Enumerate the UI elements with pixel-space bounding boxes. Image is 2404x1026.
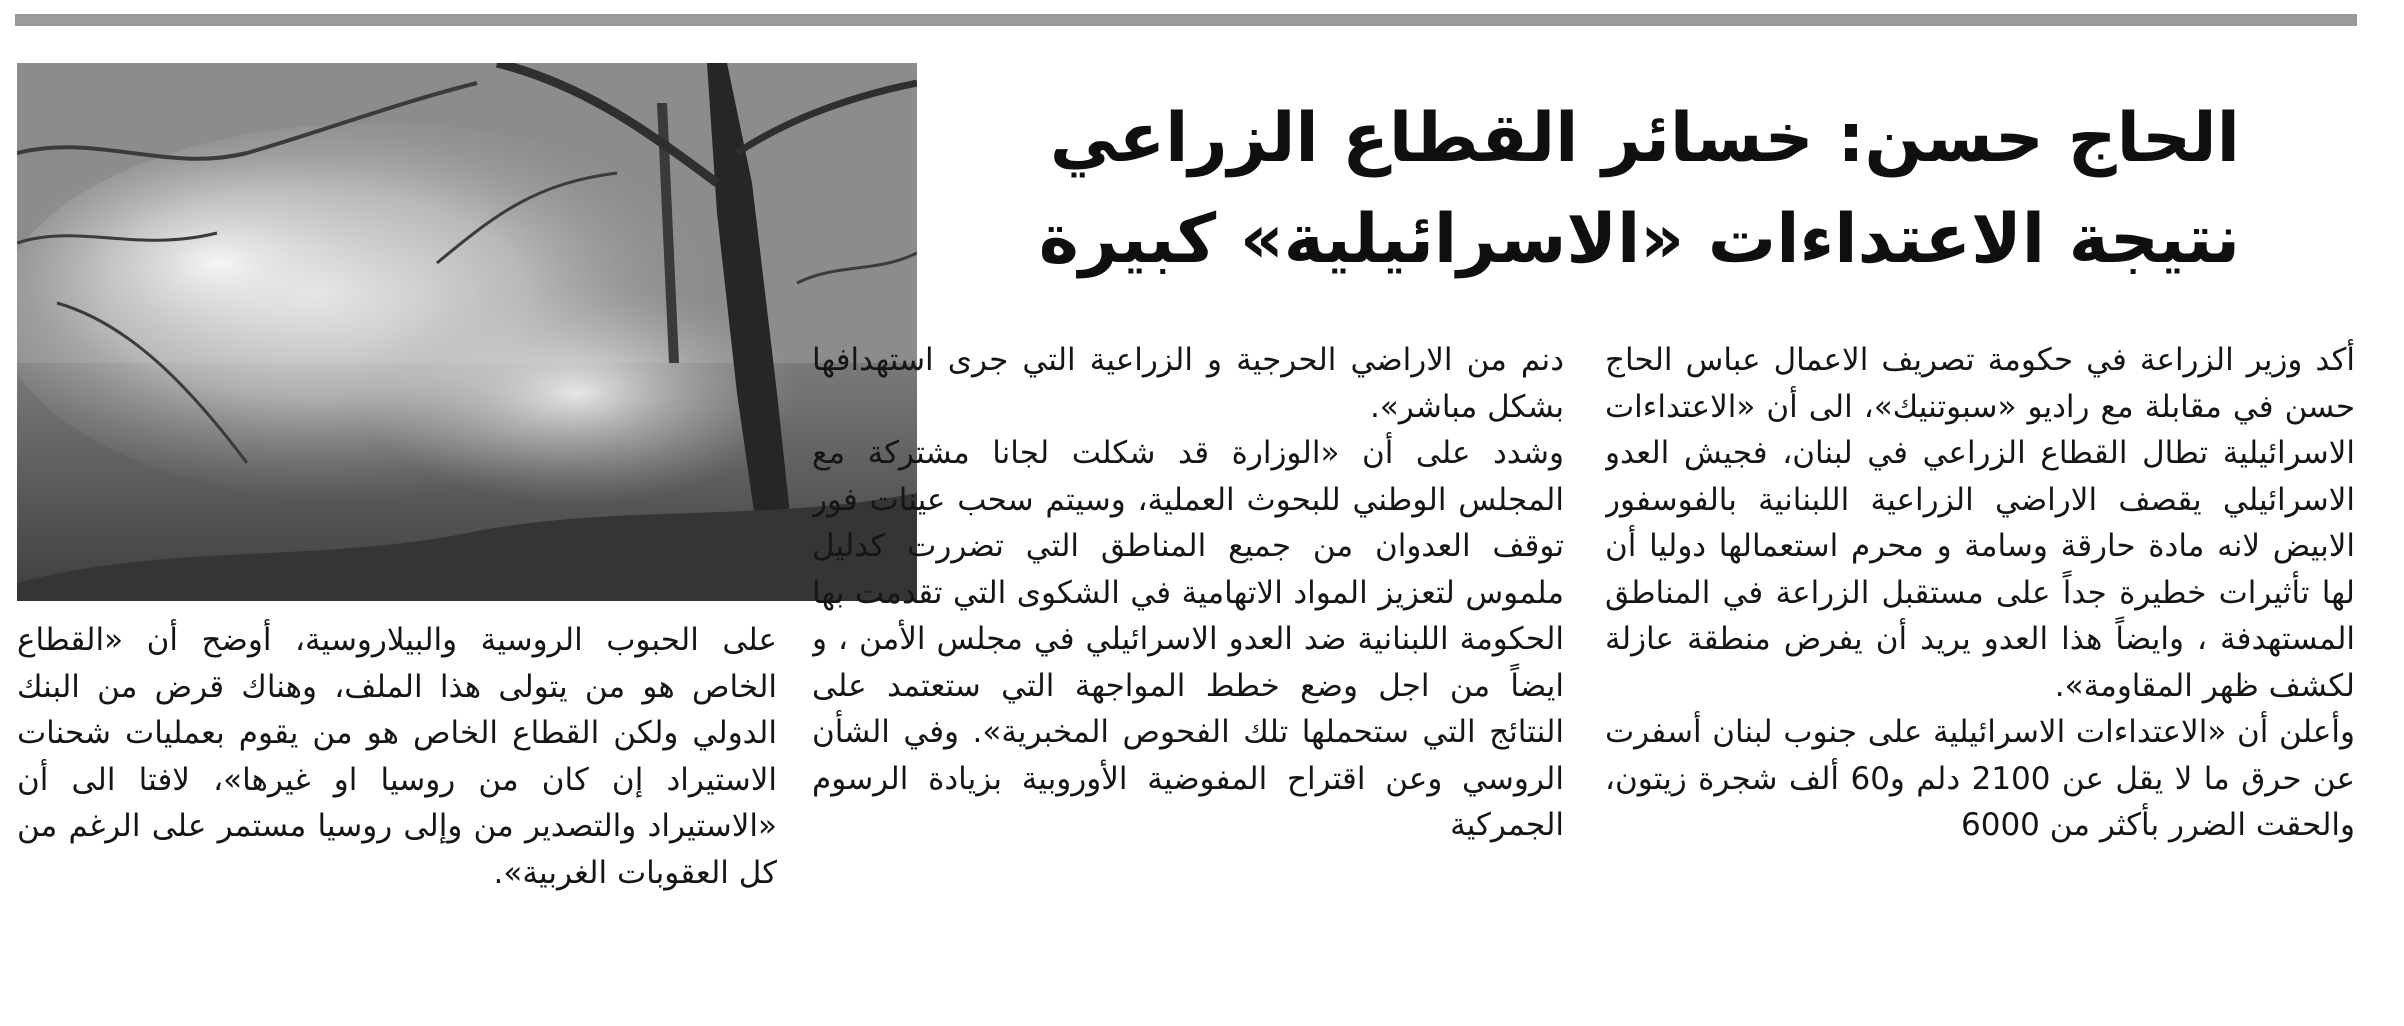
paragraph: دنم من الاراضي الحرجية و الزراعية التي جرى استهدافها بشكل مباشر». [812, 342, 1564, 425]
headline-line-2: نتيجة الاعتداءات «الاسرائيلية» كبيرة [1038, 200, 2240, 279]
top-divider-rule [15, 14, 2357, 26]
paragraph: على الحبوب الروسية والبيلاروسية، أوضح أن «القطاع الخاص هو من يتولى هذا الملف، وهناك قرض من البنك الدولي ولكن القطاع الخاص هو من يقوم بعمليات شحنات الاستيراد إن كان من روسيا او غيرها»، لافتا الى أن «الاستيراد والتصدير من وإلى روسيا مستمر على الرغم من كل العقوبات الغربية». [17, 622, 777, 891]
paragraph: وشدد على أن «الوزارة قد شكلت لجانا مشتركة مع المجلس الوطني للبحوث العملية، وسيتم سحب عينات فور توقف العدوان من جميع المناطق التي تضررت كدليل ملموس لتعزيز المواد الاتهامية في الشكوى التي تقدمت بها الحكومة اللبنانية ضد العدو الاسرائيلي في مجلس الأمن ، و ايضاً من اجل وضع خطط المواجهة التي ستعتمد على النتائج التي ستحملها تلك الفحوص المخبرية». وفي الشأن الروسي وعن اقتراح المفوضية الأوروبية بزيادة الرسوم الجمركية [812, 435, 1564, 843]
article-column-right [1605, 337, 2355, 1017]
burning-field-photo [17, 63, 917, 601]
article-headline [1000, 88, 2240, 290]
paragraph: أكد وزير الزراعة في حكومة تصريف الاعمال عباس الحاج حسن في مقابلة مع راديو «سبوتنيك»، الى أن «الاعتداءات الاسرائيلية تطال القطاع الزراعي في لبنان، فجيش العدو الاسرائيلي يقصف الاراضي الزراعية اللبنانية بالفوسفور الابيض لانه مادة حارقة وسامة و محرم استعمالها دوليا أن لها تأثيرات خطيرة جداً على مستقبل الزراعة في المناطق المستهدفة ، وايضاً هذا العدو يريد أن يفرض منطقة عازلة لكشف ظهر المقاومة». [1605, 342, 2355, 704]
headline-line-1: الحاج حسن: خسائر القطاع الزراعي [1049, 99, 2240, 178]
article-column-middle [812, 337, 1564, 1017]
paragraph: وأعلن أن «الاعتداءات الاسرائيلية على جنوب لبنان أسفرت عن حرق ما لا يقل عن 2100 دلم و60 ألف شجرة زيتون، والحقت الضرر بأكثر من 6000 [1605, 714, 2355, 843]
article-column-left [17, 617, 777, 1017]
